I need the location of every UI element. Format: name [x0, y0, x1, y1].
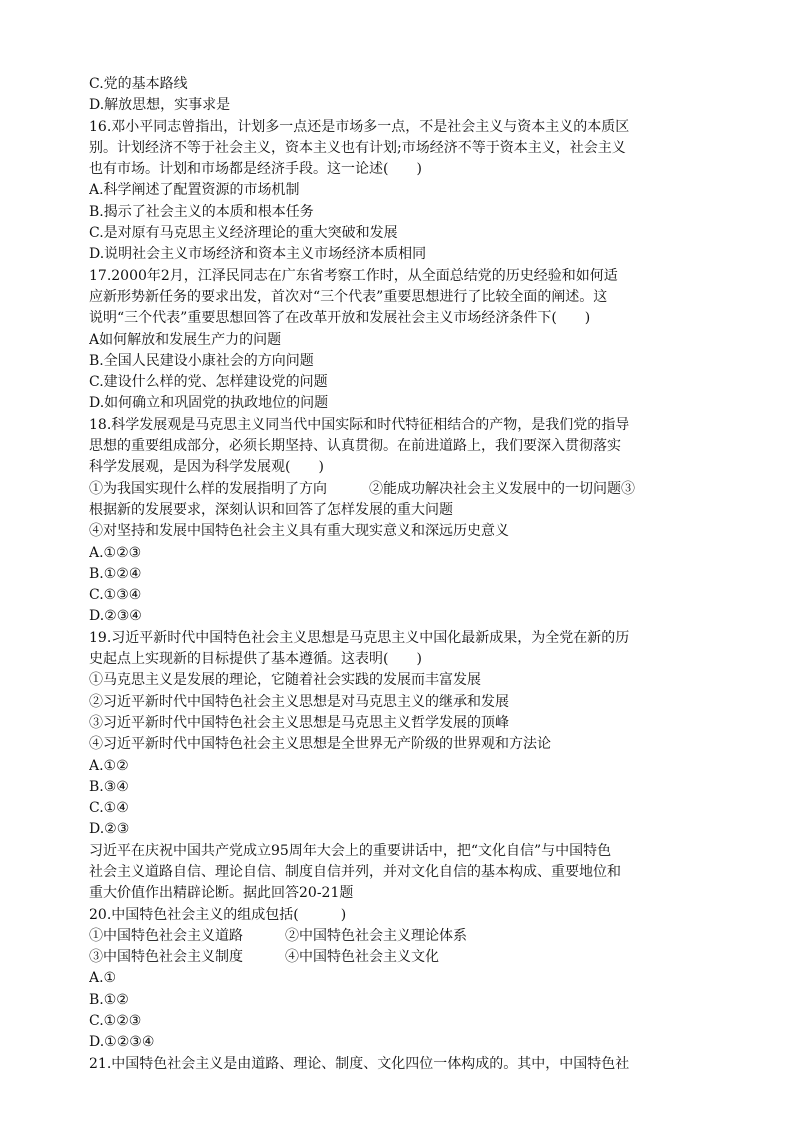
text-line: 社会主义道路自信、理论自信、制度自信并列，并对文化自信的基本构成、重要地位和 — [89, 863, 621, 880]
text-line: 也有市场。计划和市场都是经济手段。这一论述( ) — [89, 161, 422, 178]
text-line: C.①②③ — [89, 1013, 142, 1030]
text-line: D.②③④ — [89, 608, 142, 625]
text-line: 说明“三个代表”重要思想回答了在改革开放和发展社会主义市场经济条件下( ) — [89, 310, 591, 327]
text-line: ④对坚持和发展中国特色社会主义具有重大现实意义和深远历史意义 — [89, 523, 509, 540]
text-line: 20.中国特色社会主义的组成包括( ) — [89, 906, 347, 923]
text-line: 18.科学发展观是马克思主义同当代中国实际和时代特征相结合的产物，是我们党的指导 — [89, 416, 630, 433]
text-line: A.① — [89, 970, 117, 987]
text-line: B.全国人民建设小康社会的方向问题 — [89, 352, 314, 369]
text-line: 根据新的发展要求，深刻认识和回答了怎样发展的重大问题 — [89, 501, 453, 518]
text-line: 重大价值作出精辟论断。据此回答20-21题 — [89, 885, 354, 902]
text-line: C.建设什么样的党、怎样建设党的问题 — [89, 374, 328, 391]
text-line: D.①②③④ — [89, 1034, 155, 1051]
document-page — [89, 74, 705, 1075]
text-line: C.党的基本路线 — [89, 76, 188, 92]
text-line: ③习近平新时代中国特色社会主义思想是马克思主义哲学发展的顶峰 — [89, 714, 509, 731]
text-line: 科学发展观，是因为科学发展观( ) — [89, 459, 324, 476]
text-line: B.①② — [89, 991, 129, 1008]
text-line: C.是对原有马克思主义经济理论的重大突破和发展 — [89, 225, 398, 242]
text-line: 习近平在庆祝中国共产党成立95周年大会上的重要讲话中，把“文化自信”与中国特色 — [89, 842, 612, 859]
text-line: D.如何确立和巩固党的执政地位的问题 — [89, 395, 329, 412]
text-line: D.解放思想，实事求是 — [89, 97, 231, 114]
text-line: ②习近平新时代中国特色社会主义思想是对马克思主义的继承和发展 — [89, 693, 509, 710]
text-line: ①中国特色社会主义道路 ②中国特色社会主义理论体系 — [89, 927, 467, 944]
text-line: B.揭示了社会主义的本质和根本任务 — [89, 203, 314, 220]
text-line: B.③④ — [89, 778, 129, 795]
text-line: B.①②④ — [89, 565, 142, 582]
text-line: A.①② — [89, 757, 129, 774]
text-line: 史起点上实现新的目标提供了基本遵循。这表明( ) — [89, 651, 422, 668]
text-line: 别。计划经济不等于社会主义，资本主义也有计划;市场经济不等于资本主义，社会主义 — [89, 139, 626, 156]
text-line: 17.2000年2月，江泽民同志在广东省考察工作时，从全面总结党的历史经验和如何适 — [89, 267, 618, 284]
text-line: C.①④ — [89, 800, 129, 817]
text-line: 思想的重要组成部分，必须长期坚持、认真贯彻。在前进道路上，我们要深入贯彻落实 — [89, 438, 621, 455]
text-line: D.说明社会主义市场经济和资本主义市场经济本质相同 — [89, 246, 427, 263]
text-line: D.②③ — [89, 821, 130, 838]
text-line: C.①③④ — [89, 587, 142, 604]
text-line: ①为我国实现什么样的发展指明了方向 ②能成功解决社会主义发展中的一切问题③ — [89, 480, 635, 497]
text-line: ④习近平新时代中国特色社会主义思想是全世界无产阶级的世界观和方法论 — [89, 736, 551, 753]
text-line: 应新形势新任务的要求出发，首次对“三个代表”重要思想进行了比较全面的阐述。这 — [89, 288, 608, 305]
text-line: 16.邓小平同志曾指出，计划多一点还是市场多一点，不是社会主义与资本主义的本质区 — [89, 118, 630, 135]
text-line: 21.中国特色社会主义是由道路、理论、制度、文化四位一体构成的。其中，中国特色社 — [89, 1055, 630, 1072]
text-line: A.科学阐述了配置资源的市场机制 — [89, 182, 300, 199]
text-line: ③中国特色社会主义制度 ④中国特色社会主义文化 — [89, 949, 439, 966]
text-line: 19.习近平新时代中国特色社会主义思想是马克思主义中国化最新成果，为全党在新的历 — [89, 629, 630, 646]
text-line: ①马克思主义是发展的理论，它随着社会实践的发展而丰富发展 — [89, 672, 481, 689]
text-line: A.①②③ — [89, 544, 142, 561]
text-line: A如何解放和发展生产力的问题 — [89, 331, 282, 348]
